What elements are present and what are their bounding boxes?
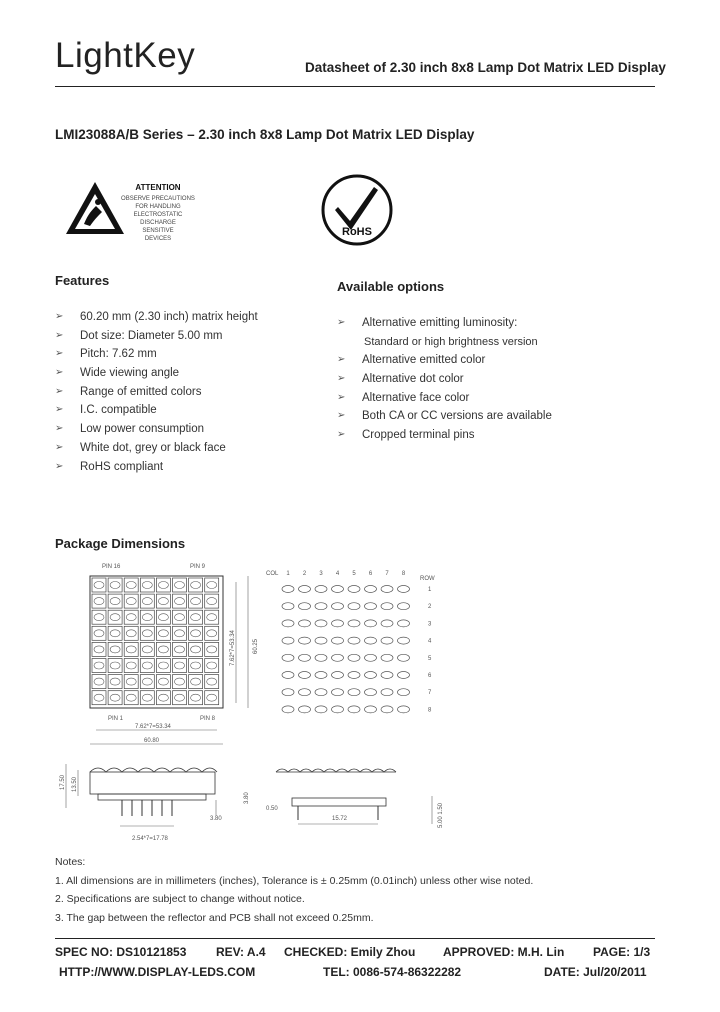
schematic-led-dot (332, 654, 344, 661)
led-dot (142, 646, 152, 653)
led-dot (158, 630, 168, 637)
schematic-led-dot (315, 620, 327, 627)
schematic-led-dot (398, 637, 410, 644)
options-list (337, 314, 667, 445)
list-item: ➢ Alternative dot color (337, 370, 667, 389)
telephone: TEL: 0086-574-86322282 (323, 965, 462, 979)
led-dot (142, 598, 152, 605)
schematic-led-dot (299, 620, 311, 627)
schematic-led-dot (282, 654, 294, 661)
website-link[interactable]: HTTP://WWW.DISPLAY-LEDS.COM (59, 965, 256, 979)
led-dot (94, 614, 104, 621)
led-dot (142, 630, 152, 637)
col-number: 6 (368, 571, 373, 577)
led-dot (191, 694, 201, 701)
arrow-bullet-icon: ➢ (337, 317, 346, 328)
led-dot (175, 614, 185, 621)
led-dot (94, 630, 104, 637)
row-number: 3 (428, 621, 432, 628)
schematic-led-dot (282, 637, 294, 644)
schematic-led-dot (365, 706, 377, 713)
led-dot (110, 630, 120, 637)
schematic-led-dot (315, 654, 327, 661)
col-number: 3 (319, 571, 323, 577)
led-dot (126, 646, 136, 653)
arrow-bullet-icon: ➢ (55, 404, 64, 416)
led-dot (142, 678, 152, 685)
note-line: 2. Specifications are subject to change without notice. (55, 893, 305, 905)
led-dot (191, 630, 201, 637)
schematic-led-dot (365, 586, 377, 593)
schematic-led-dot (348, 637, 360, 644)
schematic-led-dot (381, 637, 393, 644)
esd-line: FOR HANDLING (135, 204, 181, 210)
dim-label: COL (266, 571, 279, 577)
dim-label: PIN 16 (102, 564, 121, 570)
led-dot (158, 662, 168, 669)
features-list (55, 308, 325, 476)
schematic-led-dot (332, 637, 344, 644)
schematic-led-dot (381, 689, 393, 696)
schematic-led-dot (398, 620, 410, 627)
list-item: ➢ I.C. compatible (55, 401, 325, 420)
dim-label: 17.50 (60, 774, 66, 790)
led-dot (175, 678, 185, 685)
esd-line: OBSERVE PRECAUTIONS (121, 196, 195, 202)
led-dot (94, 598, 104, 605)
led-dot (207, 694, 217, 701)
list-item: ➢ Alternative face color (337, 389, 667, 408)
dim-label: 60.80 (144, 738, 160, 744)
led-dot (207, 630, 217, 637)
list-item: ➢ Dot size: Diameter 5.00 mm (55, 327, 325, 346)
dim-label: ROW (420, 576, 435, 582)
notes-heading: Notes: (55, 856, 86, 868)
schematic-led-dot (315, 672, 327, 679)
schematic-led-dot (332, 586, 344, 593)
schematic-led-dot (315, 689, 327, 696)
list-item: ➢ 60.20 mm (2.30 inch) matrix height (55, 308, 325, 327)
spec-number: SPEC NO: DS10121853 (55, 945, 187, 959)
led-dot (158, 646, 168, 653)
dim-label: 3.80 (210, 816, 222, 822)
led-dot (126, 598, 136, 605)
schematic-led-dot (365, 637, 377, 644)
list-item: ➢ Both CA or CC versions are available (337, 407, 667, 426)
arrow-bullet-icon: ➢ (55, 460, 64, 472)
arrow-bullet-icon: ➢ (337, 410, 346, 422)
led-dot (94, 582, 104, 589)
schematic-led-dot (348, 586, 360, 593)
led-dot (158, 582, 168, 589)
led-dot (94, 646, 104, 653)
led-dot (94, 678, 104, 685)
schematic-led-dot (365, 654, 377, 661)
schematic-led-dot (332, 689, 344, 696)
led-dot (126, 678, 136, 685)
page-number: PAGE: 1/3 (593, 945, 651, 959)
arrow-bullet-icon: ➢ (337, 429, 346, 441)
list-item-sub: Standard or high brightness version (364, 335, 538, 348)
row-number: 5 (428, 655, 432, 662)
led-dot (126, 694, 136, 701)
schematic-led-dot (398, 654, 410, 661)
led-dot (110, 678, 120, 685)
dim-label: PIN 9 (190, 564, 206, 570)
list-item: ➢ Alternative emitted color (337, 351, 667, 370)
list-item: ➢ Alternative emitting luminosity: (337, 314, 667, 333)
schematic-led-dot (381, 620, 393, 627)
features-heading: Features (55, 273, 110, 288)
col-number-labels (286, 571, 406, 577)
dim-label: PIN 8 (200, 716, 216, 722)
arrow-bullet-icon: ➢ (55, 441, 64, 453)
arrow-bullet-icon: ➢ (337, 391, 346, 403)
arrow-bullet-icon: ➢ (55, 329, 64, 341)
row-number: 4 (428, 638, 432, 645)
esd-line: SENSITIVE (142, 228, 174, 234)
schematic-led-dot (332, 620, 344, 627)
package-drawing (40, 558, 460, 848)
dim-label: 60.25 (253, 638, 259, 654)
col-number: 4 (335, 571, 340, 577)
led-dot (175, 582, 185, 589)
schematic-led-dot (398, 603, 410, 610)
led-dot (94, 694, 104, 701)
list-item: ➢ White dot, grey or black face (55, 439, 325, 458)
led-dot (110, 662, 120, 669)
dim-label: 7.62*7=53.34 (230, 630, 236, 666)
list-item: ➢ Pitch: 7.62 mm (55, 345, 325, 364)
led-dot (191, 598, 201, 605)
led-dot (110, 694, 120, 701)
schematic-led-dot (365, 620, 377, 627)
list-item: ➢ RoHS compliant (55, 458, 325, 477)
schematic-led-dot (282, 689, 294, 696)
esd-warning-icon (66, 182, 124, 234)
led-dot (158, 694, 168, 701)
row-number: 6 (428, 673, 432, 679)
list-item: ➢ Range of emitted colors (55, 383, 325, 402)
led-dot (207, 614, 217, 621)
esd-warning (62, 176, 222, 246)
schematic-led-dot (348, 620, 360, 627)
schematic-led-dot (365, 603, 377, 610)
schematic-led-dot (299, 637, 311, 644)
esd-line: ELECTROSTATIC (133, 212, 183, 218)
schematic-led-dot (365, 689, 377, 696)
led-dot (110, 582, 120, 589)
arrow-bullet-icon: ➢ (55, 385, 64, 397)
schematic-led-dot (398, 672, 410, 679)
led-dot (158, 614, 168, 621)
arrow-bullet-icon: ➢ (337, 354, 346, 366)
col-number: 2 (302, 571, 307, 577)
schematic-led-dot (381, 603, 393, 610)
schematic-led-dot (365, 672, 377, 679)
led-dot (175, 662, 185, 669)
schematic-led-dot (282, 620, 294, 627)
led-dot (175, 646, 185, 653)
front-led-grid (92, 578, 219, 705)
schematic-led-dot (348, 654, 360, 661)
led-dot (110, 646, 120, 653)
options-heading: Available options (337, 279, 445, 294)
schematic-led-dot (282, 586, 294, 593)
schematic-led-dot (332, 603, 344, 610)
led-dot (94, 662, 104, 669)
led-dot (207, 678, 217, 685)
rohs-label: RoHS (342, 226, 372, 238)
schematic-led-dot (315, 637, 327, 644)
schematic-led-dot (348, 672, 360, 679)
schematic-led-dot (282, 603, 294, 610)
schematic-led-dot (332, 706, 344, 713)
rohs-badge (320, 173, 395, 248)
schematic-led-dot (332, 672, 344, 679)
led-dot (142, 694, 152, 701)
row-number: 8 (428, 707, 432, 714)
schematic-led-dot (299, 672, 311, 679)
led-dot (175, 630, 185, 637)
list-item: ➢ Wide viewing angle (55, 364, 325, 383)
schematic-led-dot (398, 706, 410, 713)
led-dot (207, 662, 217, 669)
col-number: 8 (401, 571, 406, 577)
dim-label: 13.50 (72, 776, 78, 792)
schematic-led-dot (381, 672, 393, 679)
led-dot (191, 678, 201, 685)
schematic-led-dot (348, 689, 360, 696)
led-dot (191, 662, 201, 669)
led-dot (191, 582, 201, 589)
footer-rule (55, 938, 655, 939)
document-title: Datasheet of 2.30 inch 8x8 Lamp Dot Matrix LED Display (305, 60, 666, 75)
dim-label: 5.00 1.50 (438, 802, 444, 828)
arrow-bullet-icon: ➢ (55, 311, 64, 322)
led-dot (191, 614, 201, 621)
schematic-led-dot (381, 586, 393, 593)
checked-by: CHECKED: Emily Zhou (284, 945, 416, 959)
document-date: DATE: Jul/20/2011 (544, 965, 647, 979)
esd-title: ATTENTION (135, 183, 181, 192)
schematic-led-dot (315, 706, 327, 713)
row-number: 7 (428, 690, 432, 697)
side-view (60, 764, 250, 842)
schematic-led-dot (348, 706, 360, 713)
schematic-led-dot (299, 654, 311, 661)
led-dot (110, 598, 120, 605)
dim-label: 3.80 (244, 792, 250, 804)
arrow-bullet-icon: ➢ (337, 373, 346, 385)
led-dot (142, 614, 152, 621)
col-number: 5 (352, 571, 356, 577)
dim-label: 15.72 (332, 816, 348, 822)
brand-logo: LightKey (55, 36, 196, 75)
list-item: ➢ Low power consumption (55, 420, 325, 439)
esd-line: DISCHARGE (140, 220, 176, 226)
led-dot (126, 662, 136, 669)
schematic-led-grid (282, 586, 410, 713)
end-view (266, 769, 444, 828)
schematic-led-dot (381, 654, 393, 661)
schematic-led-dot (381, 706, 393, 713)
row-number: 1 (428, 587, 432, 593)
arrow-bullet-icon: ➢ (55, 348, 64, 360)
dim-label: PIN 1 (108, 716, 124, 722)
arrow-bullet-icon: ➢ (55, 423, 64, 435)
led-dot (207, 598, 217, 605)
led-dot (110, 614, 120, 621)
schematic-led-dot (299, 706, 311, 713)
row-number-labels (428, 587, 432, 713)
col-number: 7 (385, 571, 389, 577)
led-dot (191, 646, 201, 653)
schematic-led-dot (348, 603, 360, 610)
arrow-bullet-icon: ➢ (55, 367, 64, 379)
led-dot (207, 582, 217, 589)
series-title: LMI23088A/B Series – 2.30 inch 8x8 Lamp Dot Matrix LED Display (55, 127, 475, 142)
led-dot (142, 662, 152, 669)
schematic-led-dot (398, 689, 410, 696)
note-line: 1. All dimensions are in millimeters (inches), Tolerance is ± 0.25mm (0.01inch) unless other wise noted. (55, 874, 534, 887)
approved-by: APPROVED: M.H. Lin (443, 945, 565, 959)
row-number: 2 (428, 604, 432, 611)
esd-line: DEVICES (144, 236, 172, 242)
led-dot (126, 582, 136, 589)
header-rule (55, 86, 655, 87)
schematic-led-dot (315, 603, 327, 610)
led-dot (158, 598, 168, 605)
led-dot (207, 646, 217, 653)
led-dot (126, 614, 136, 621)
led-dot (126, 630, 136, 637)
led-dot (158, 678, 168, 685)
note-line: 3. The gap between the reflector and PCB shall not exceed 0.25mm. (55, 911, 374, 924)
revision: REV: A.4 (216, 945, 266, 959)
led-dot (142, 582, 152, 589)
schematic-led-dot (282, 706, 294, 713)
col-number: 1 (286, 571, 290, 577)
list-item: ➢ Cropped terminal pins (337, 426, 667, 445)
schematic-led-dot (315, 586, 327, 593)
schematic-led-dot (299, 586, 311, 593)
notes-block (55, 853, 533, 927)
led-dot (175, 598, 185, 605)
schematic-led-dot (282, 672, 294, 679)
dim-label: 7.62*7=53.34 (135, 724, 171, 730)
schematic-led-dot (299, 603, 311, 610)
package-heading: Package Dimensions (55, 536, 186, 551)
dim-label: 2.54*7=17.78 (132, 836, 168, 842)
schematic-led-dot (299, 689, 311, 696)
dim-label: 0.50 (266, 806, 278, 812)
led-dot (175, 694, 185, 701)
schematic-led-dot (398, 586, 410, 593)
